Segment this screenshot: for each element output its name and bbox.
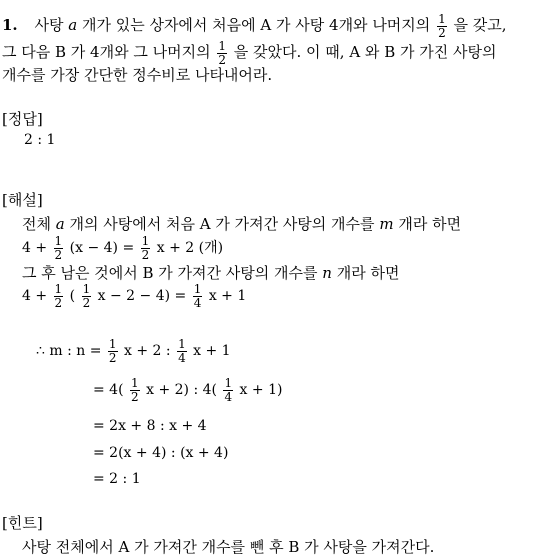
therefore-line-5: = 2 : 1	[93, 471, 141, 487]
therefore-line-2: = 4( $\frac{1}{2}$ x + 2) : 4( $\frac{1}{4}$ x + 1)	[93, 376, 283, 404]
fraction: $\frac{1}{2}$	[218, 39, 226, 67]
explanation-line-4: 4 + $\frac{1}{2}$ ( $\frac{1}{2}$ x − 2 − 4) = $\frac{1}{4}$ x + 1	[22, 282, 247, 310]
explanation-line-2: 4 + $\frac{1}{2}$ (x − 4) = $\frac{1}{2}$ x + 2 (개)	[22, 234, 224, 262]
hint-heading: [힌트]	[2, 514, 43, 532]
fraction: $\frac{1}{4}$	[224, 376, 233, 404]
therefore-line-1: ∴ m : n = $\frac{1}{2}$ x + 2 : $\frac{1}{4}$ x + 1	[36, 337, 231, 365]
fraction: $\frac{1}{4}$	[193, 282, 202, 310]
fraction: $\frac{1}{2}$	[141, 234, 150, 262]
answer-heading: [정답]	[2, 110, 43, 128]
therefore-line-4: = 2(x + 4) : (x + 4)	[93, 445, 229, 461]
fraction: $\frac{1}{2}$	[438, 12, 446, 40]
fraction: $\frac{1}{4}$	[178, 337, 186, 365]
problem-number: 1.	[2, 16, 18, 35]
hint-text: 사탕 전체에서 A 가 가져간 개수를 뺀 후 B 가 사탕을 가져간다.	[22, 538, 435, 556]
fraction: $\frac{1}{2}$	[82, 282, 91, 310]
problem-line-3: 개수를 가장 간단한 정수비로 나타내어라.	[2, 66, 273, 84]
problem-line-1: 1. 사탕 a 개가 있는 상자에서 처음에 A 가 사탕 4개와 나머지의 $\frac{1}{2}$ 을 갖고,	[2, 12, 507, 40]
explanation-line-1: 전체 a 개의 사탕에서 처음 A 가 가져간 사탕의 개수를 m 개라 하면	[22, 215, 462, 233]
fraction: $\frac{1}{2}$	[54, 282, 63, 310]
explanation-heading: [해설]	[2, 191, 43, 209]
explanation-line-3: 그 후 남은 것에서 B 가 가져간 사탕의 개수를 n 개라 하면	[22, 264, 400, 282]
therefore-line-3: = 2x + 8 : x + 4	[93, 418, 207, 434]
fraction: $\frac{1}{2}$	[131, 376, 139, 404]
problem-line-2: 그 다음 B 가 4개와 그 나머지의 $\frac{1}{2}$ 을 갖았다. 이 때, A 와 B 가 가진 사탕의	[2, 39, 497, 67]
fraction: $\frac{1}{2}$	[108, 337, 117, 365]
fraction: $\frac{1}{2}$	[54, 234, 63, 262]
answer-value: 2 : 1	[24, 132, 56, 148]
